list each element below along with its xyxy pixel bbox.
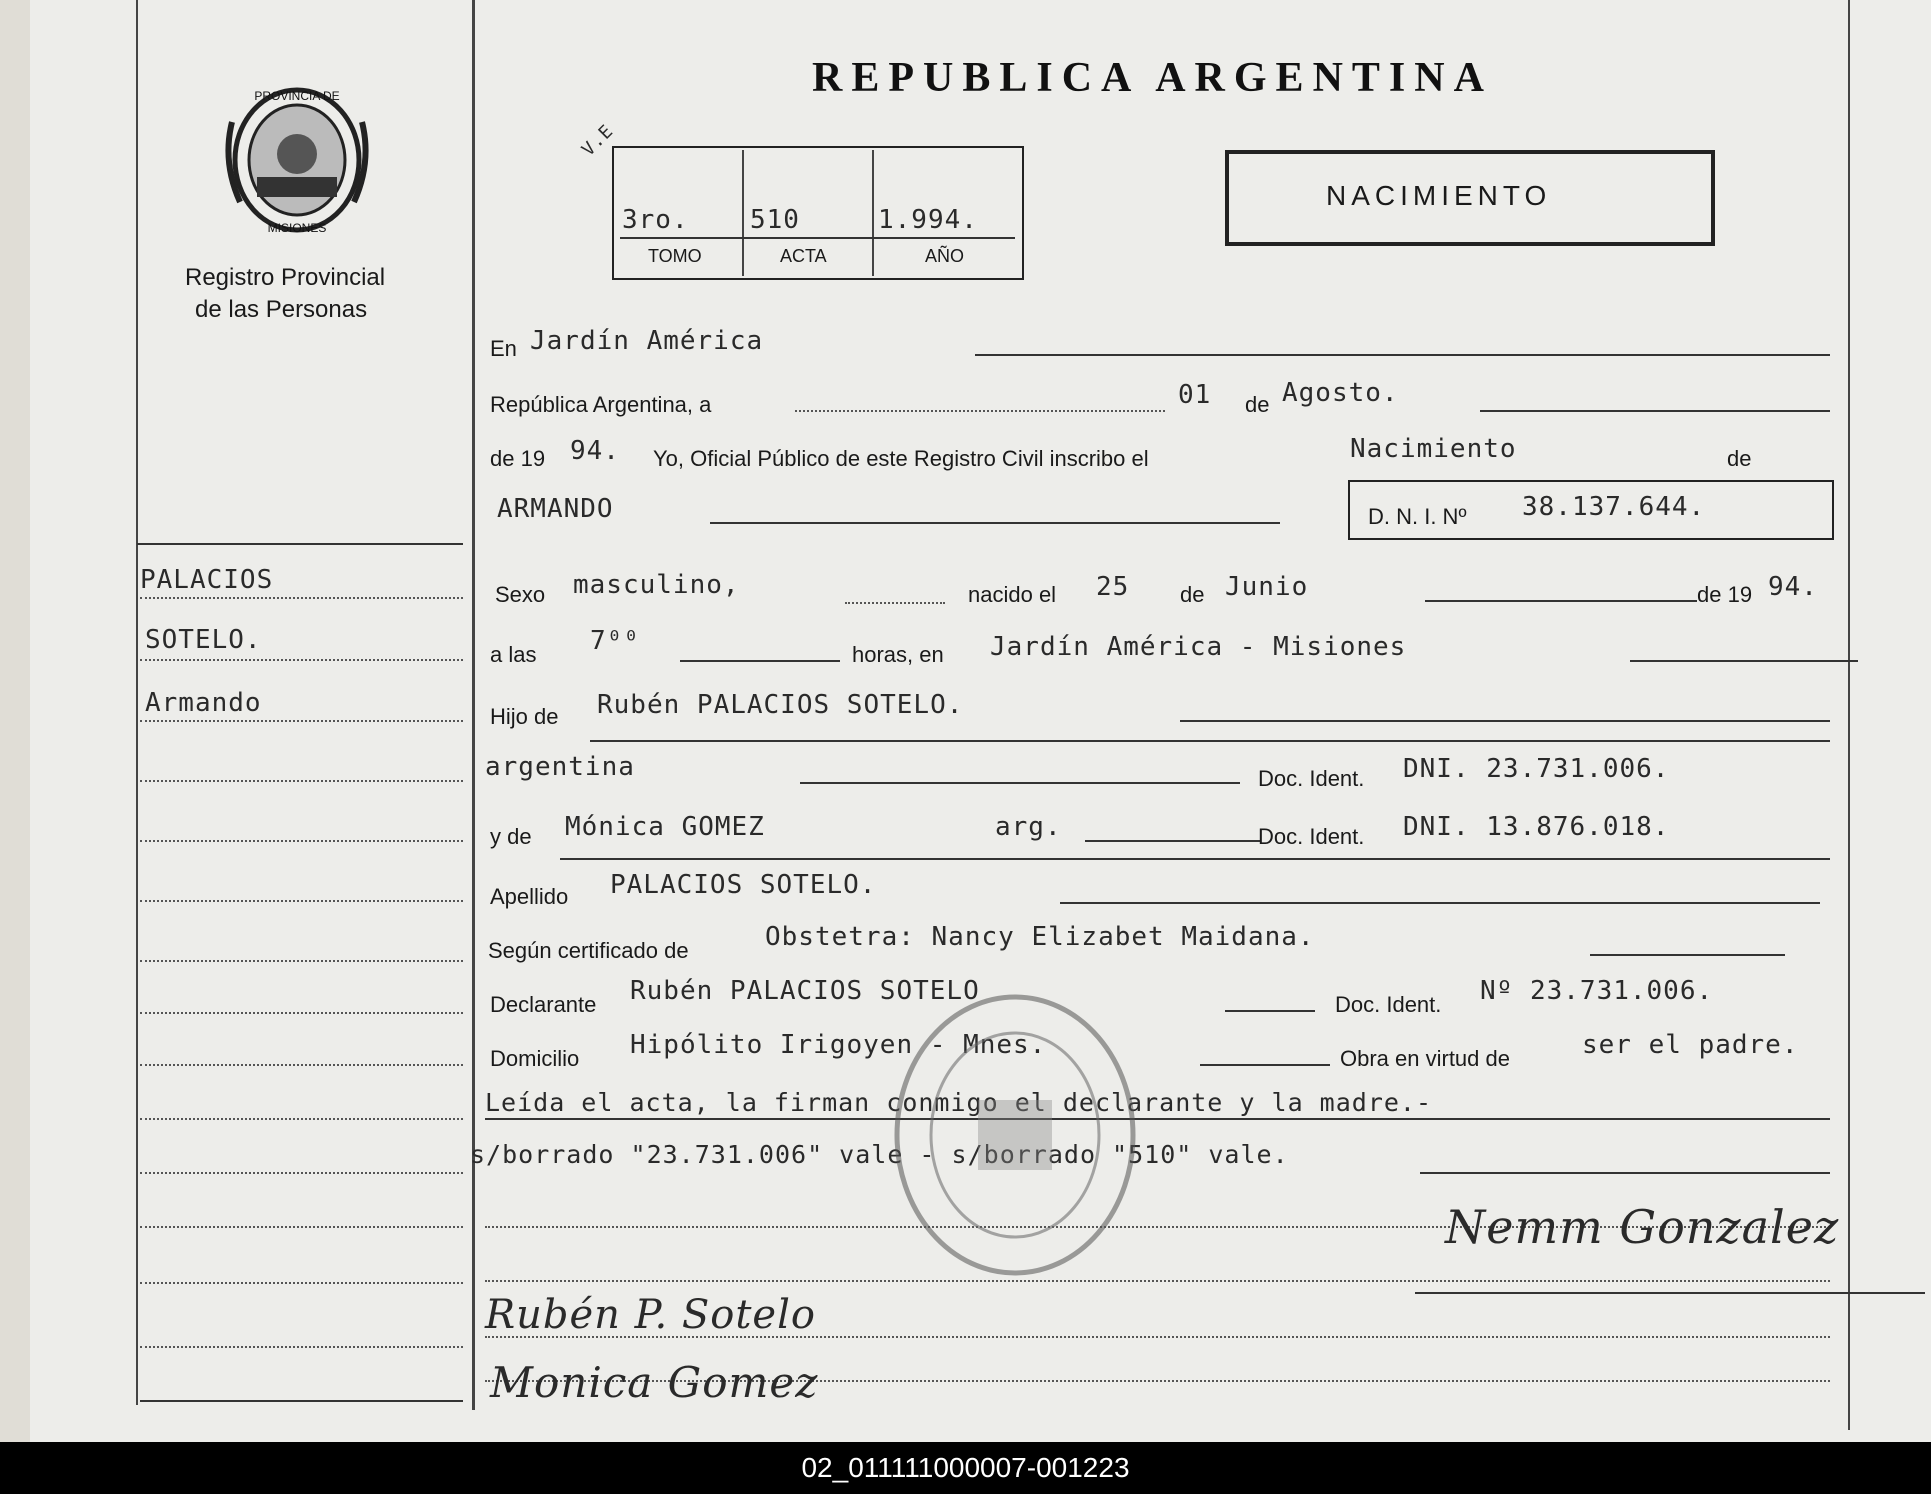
domicilio-value: Hipólito Irigoyen - Mnes.: [630, 1030, 1047, 1060]
note-line-1: [485, 1118, 1830, 1120]
margin-rule: [140, 597, 463, 599]
certificado-value: Obstetra: Nancy Elizabet Maidana.: [765, 922, 1315, 952]
mother-value: Mónica GOMEZ: [565, 812, 765, 842]
margin-rule: [140, 1346, 463, 1348]
acta-value: 510: [750, 205, 800, 235]
margin-rule: [140, 720, 463, 722]
margin-rule: [140, 1118, 463, 1120]
month-value: Agosto.: [1282, 378, 1399, 408]
day-value: 01: [1178, 380, 1212, 410]
signature-father: Rubén P. Sotelo: [485, 1292, 816, 1338]
tomo-label: TOMO: [648, 246, 702, 266]
declarante-doc: Nº 23.731.006.: [1480, 976, 1714, 1006]
reference-divider-1: [742, 150, 744, 276]
margin-rule: [140, 780, 463, 782]
date-dots: [795, 410, 1165, 412]
signature-mother: Monica Gomez: [490, 1358, 819, 1407]
republica-label: República Argentina, a: [490, 392, 712, 417]
official-stamp: [890, 990, 1140, 1285]
sexo-value: masculino,: [573, 570, 740, 600]
father-nationality: argentina: [485, 752, 635, 782]
dni-value: 38.137.644.: [1522, 492, 1706, 522]
mother-nationality: arg.: [995, 812, 1062, 842]
margin-rule: [140, 1172, 463, 1174]
anio-label: AÑO: [925, 246, 965, 266]
de-label-3: de: [1180, 582, 1205, 607]
certificado-line: [1590, 954, 1785, 956]
dni-label: D. N. I. Nº: [1368, 504, 1467, 529]
sexo-dots: [845, 602, 945, 604]
nacido-label: nacido el: [968, 582, 1057, 607]
closing-note-2: s/borrado "23.731.006" vale - s/borrado "510" vale.: [470, 1140, 1289, 1169]
margin-note-2: SOTELO.: [145, 625, 262, 655]
obra-label: Obra en virtud de: [1340, 1046, 1510, 1071]
image-code-footer: 02_011111000007-001223: [0, 1442, 1931, 1493]
mother-line: [1085, 840, 1260, 842]
month-line: [1480, 410, 1830, 412]
margin-rule: [140, 960, 463, 962]
margin-note-1: PALACIOS: [140, 565, 274, 595]
hour-value: 7⁰⁰: [590, 626, 640, 656]
doc-label-3: Doc. Ident.: [1335, 992, 1442, 1017]
father-line-2: [590, 740, 1830, 742]
doc-label-1: Doc. Ident.: [1258, 766, 1365, 791]
en-label: En: [490, 336, 517, 361]
margin-rule: [140, 659, 463, 661]
father-nat-line: [800, 782, 1240, 784]
closing-note-1: Leída el acta, la firman conmigo el declarante y la madre.-: [485, 1088, 1433, 1117]
father-line: [1180, 720, 1830, 722]
margin-rule: [140, 900, 463, 902]
declarante-value: Rubén PALACIOS SOTELO: [630, 976, 980, 1006]
margin-rule: [140, 1012, 463, 1014]
margin-top-rule: [137, 543, 463, 545]
country-title: REPUBLICA ARGENTINA: [812, 55, 1493, 101]
apellido-line: [1060, 902, 1820, 904]
mother-line-2: [560, 858, 1830, 860]
note-rule: [485, 1280, 1830, 1282]
name-line: [710, 522, 1280, 524]
left-border-line: [136, 0, 138, 1405]
doc-label-2: Doc. Ident.: [1258, 824, 1365, 849]
registry-line1: Registro Provincial: [185, 264, 386, 291]
margin-rule: [140, 1226, 463, 1228]
reference-divider-2: [872, 150, 874, 276]
birth-month: Junio: [1225, 572, 1309, 602]
place-value: Jardín América - Misiones: [990, 632, 1407, 662]
note-line-2: [1420, 1172, 1830, 1174]
margin-rule: [140, 1282, 463, 1284]
tomo-value: 3ro.: [622, 205, 689, 235]
yde-label: y de: [490, 824, 532, 849]
margin-rule: [140, 1064, 463, 1066]
initials-mark: V.E: [577, 120, 618, 161]
registry-line2: de las Personas: [195, 296, 368, 323]
father-doc: DNI. 23.731.006.: [1403, 754, 1670, 784]
certificado-label: Según certificado de: [488, 938, 689, 963]
hour-line: [680, 660, 840, 662]
name-value: ARMANDO: [497, 494, 614, 524]
birth-year: 94.: [1768, 572, 1818, 602]
horas-label: horas, en: [852, 642, 944, 667]
page-margin: [0, 0, 30, 1442]
declarante-line: [1225, 1010, 1315, 1012]
domicilio-line: [1200, 1064, 1330, 1066]
de19-label: de 19: [1697, 582, 1753, 607]
right-border-line: [1848, 0, 1850, 1430]
birth-day: 25: [1096, 572, 1130, 602]
seal-bottom-text: MISIONES: [267, 221, 327, 235]
reference-underline: [620, 237, 1015, 239]
acta-label: ACTA: [780, 246, 827, 266]
official-signature: Nemm Gonzalez: [1445, 1200, 1840, 1254]
event-value: Nacimiento: [1350, 434, 1517, 464]
margin-note-3: Armando: [145, 688, 262, 718]
birth-line: [1425, 600, 1697, 602]
oficial-text: Yo, Oficial Público de este Registro Civil inscribo el: [653, 446, 1149, 471]
margin-rule: [140, 840, 463, 842]
de-label: de: [1245, 392, 1270, 417]
mother-doc: DNI. 13.876.018.: [1403, 812, 1670, 842]
column-divider-line: [472, 0, 475, 1410]
en-value: Jardín América: [530, 326, 764, 356]
sexo-label: Sexo: [495, 582, 546, 607]
seal-top-text: PROVINCIA DE: [254, 89, 340, 103]
en-line: [975, 354, 1830, 356]
year-value: 94.: [570, 436, 620, 466]
misiones-seal: [222, 82, 372, 245]
de-label-2: de: [1727, 446, 1752, 471]
declarante-label: Declarante: [490, 992, 597, 1017]
margin-bottom-rule: [140, 1400, 463, 1402]
anio-value: 1.994.: [878, 205, 978, 235]
obra-value: ser el padre.: [1582, 1030, 1799, 1060]
domicilio-label: Domicilio: [490, 1046, 580, 1071]
father-value: Rubén PALACIOS SOTELO.: [597, 690, 964, 720]
apellido-value: PALACIOS SOTELO.: [610, 870, 877, 900]
place-line: [1630, 660, 1858, 662]
official-signature-line: [1415, 1292, 1925, 1294]
hijo-label: Hijo de: [490, 704, 559, 729]
alas-label: a las: [490, 642, 537, 667]
apellido-label: Apellido: [490, 884, 569, 909]
act-type-label: NACIMIENTO: [1326, 180, 1552, 211]
year-prefix: de 19: [490, 446, 546, 471]
